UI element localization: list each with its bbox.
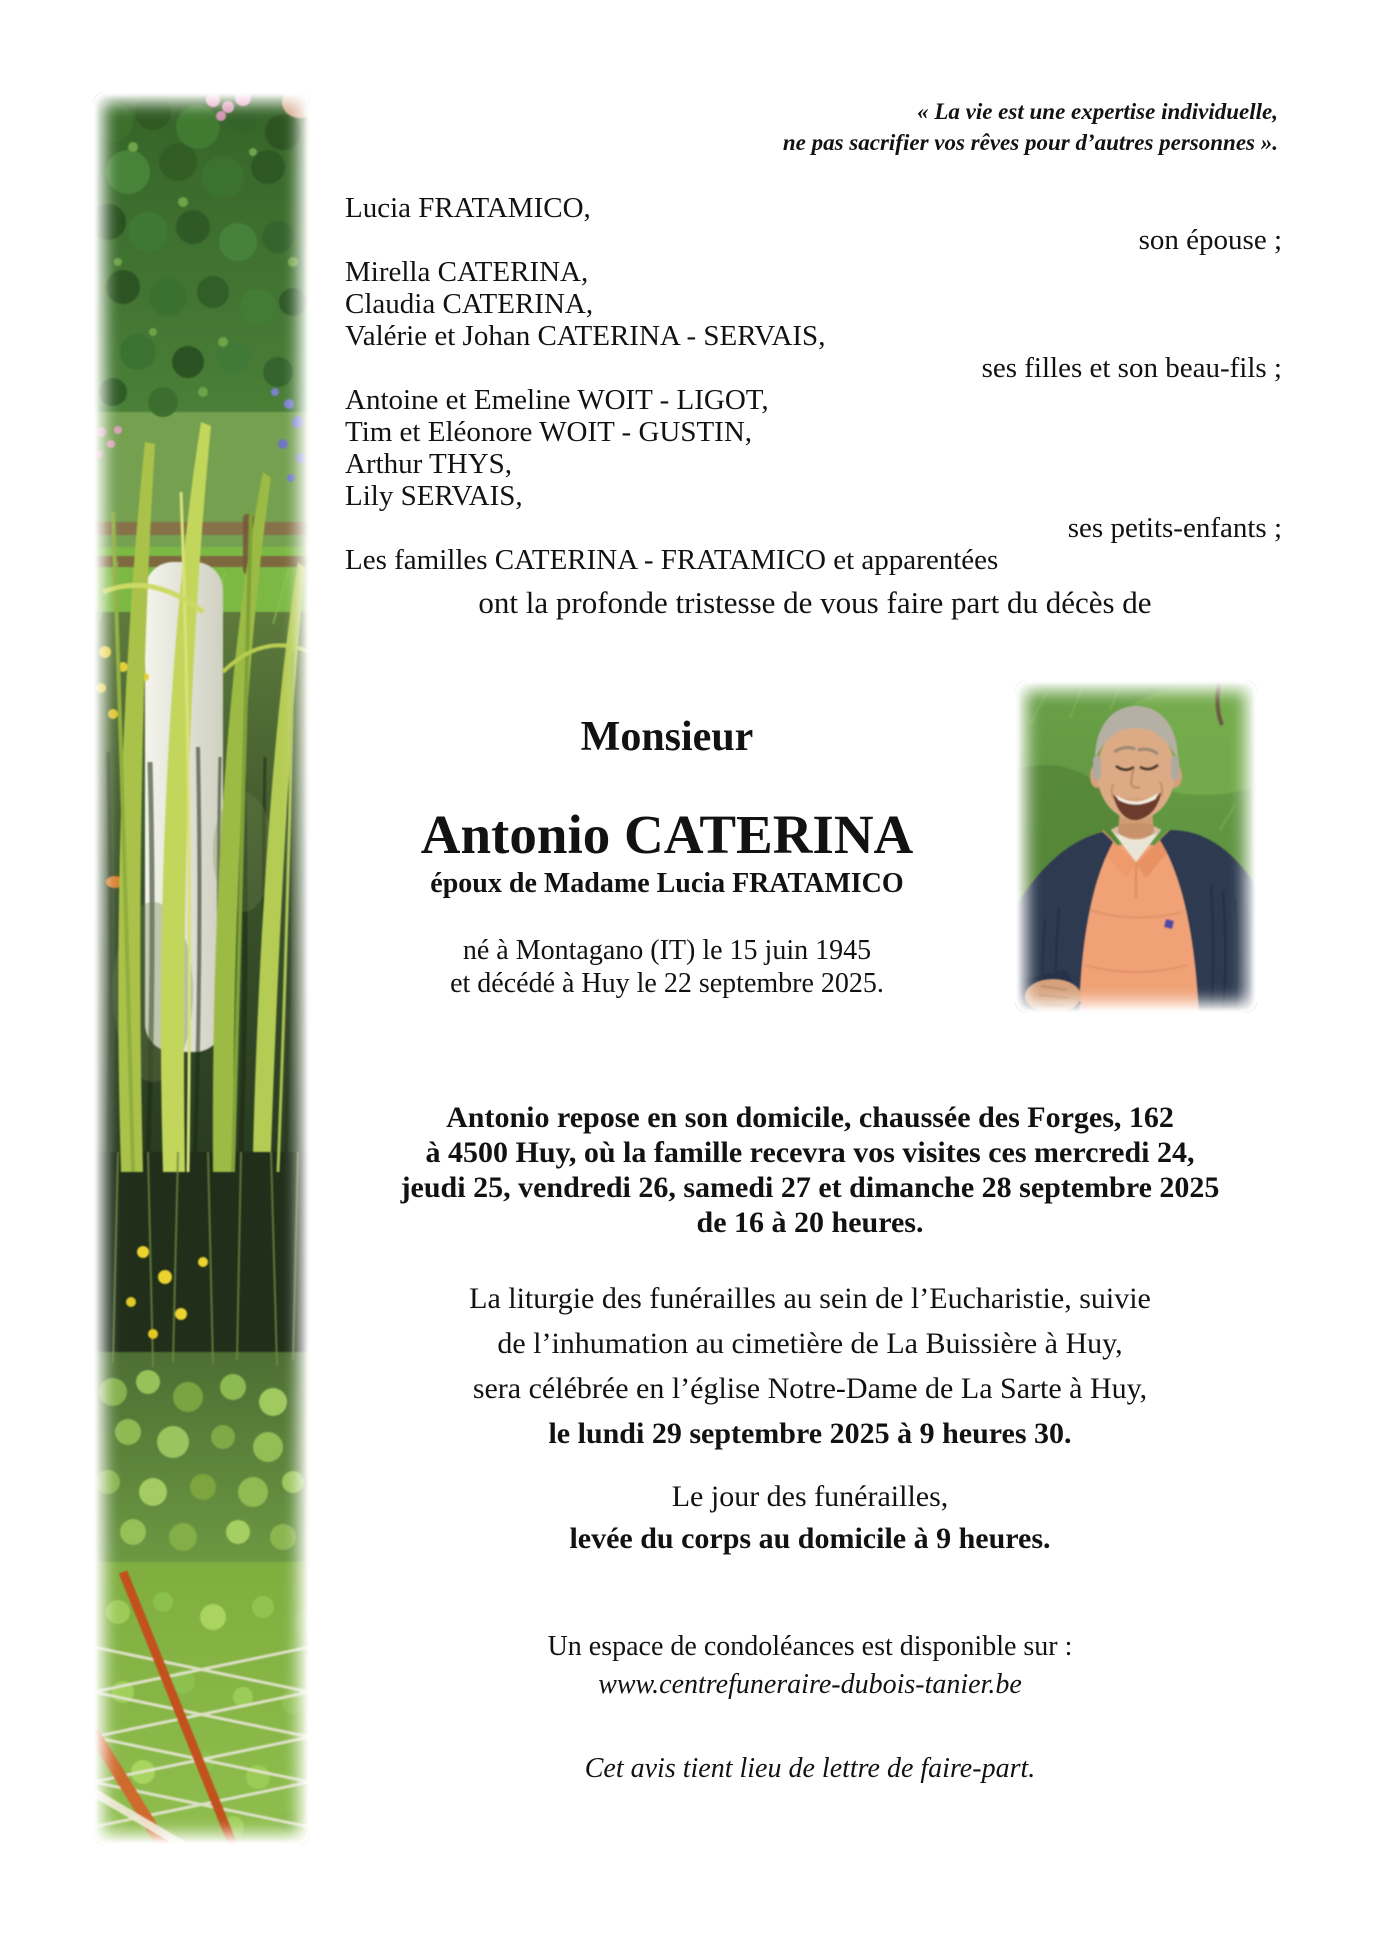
- spouse-name: Lucia FRATAMICO,: [345, 192, 591, 224]
- quote-line: ne pas sacrifier vos rêves pour d’autres personnes ».: [782, 130, 1278, 155]
- funeral-day-line: levée du corps au domicile à 9 heures.: [569, 1522, 1051, 1555]
- funeral-line: sera célébrée en l’église Notre-Dame de La Sarte à Huy,: [472, 1372, 1148, 1405]
- quote-line: « La vie est une expertise individuelle,: [917, 99, 1278, 124]
- child-name: Mirella CATERINA,: [345, 256, 589, 288]
- closing-line: Cet avis tient lieu de lettre de faire-part.: [584, 1753, 1036, 1784]
- visitation-paragraph: [320, 1100, 1300, 1240]
- announcement-line: ont la profonde tristesse de vous faire part du décès de: [478, 585, 1152, 620]
- quote: [783, 96, 1278, 158]
- grandchild-name: Antoine et Emeline WOIT - LIGOT,: [345, 384, 769, 416]
- funeral-day-paragraph: [320, 1476, 1300, 1560]
- families-line: Les familles CATERINA - FRATAMICO et apparentées: [345, 544, 999, 576]
- grandchild-name: Arthur THYS,: [345, 448, 513, 480]
- condolences-website-link[interactable]: www.centrefuneraire-dubois-tanier.be: [598, 1669, 1022, 1700]
- condolences-intro: Un espace de condoléances est disponible sur :: [547, 1631, 1073, 1662]
- grandchildren-role: ses petits-enfants ;: [1067, 512, 1282, 544]
- deceased-title: Monsieur: [580, 714, 754, 760]
- funeral-paragraph: [320, 1276, 1300, 1456]
- children-role: ses filles et son beau-fils ;: [981, 352, 1282, 384]
- child-name: Claudia CATERINA,: [345, 288, 594, 320]
- condolences-block: [320, 1628, 1300, 1704]
- funeral-line: de l’inhumation au cimetière de La Buissière à Huy,: [497, 1327, 1123, 1360]
- grandchild-name: Lily SERVAIS,: [345, 480, 523, 512]
- visitation-line: à 4500 Huy, où la famille recevra vos visites ces mercredi 24,: [425, 1136, 1195, 1169]
- funeral-date-line: le lundi 29 septembre 2025 à 9 heures 30.: [548, 1417, 1072, 1450]
- deceased-death: et décédé à Huy le 22 septembre 2025.: [450, 968, 884, 999]
- deceased-relation: époux de Madame Lucia FRATAMICO: [430, 868, 904, 899]
- child-name: Valérie et Johan CATERINA - SERVAIS,: [345, 320, 826, 352]
- visitation-line: jeudi 25, vendredi 26, samedi 27 et dimanche 28 septembre 2025: [400, 1171, 1220, 1204]
- deceased-block: [345, 713, 989, 1000]
- family-list: [345, 192, 1282, 576]
- funeral-day-line: Le jour des funérailles,: [671, 1480, 949, 1513]
- deceased-name: Antonio CATERINA: [420, 804, 914, 865]
- grandchild-name: Tim et Eléonore WOIT - GUSTIN,: [345, 416, 753, 448]
- portrait-photo: [1015, 680, 1257, 1013]
- deceased-birth: né à Montagano (IT) le 15 juin 1945: [462, 935, 872, 966]
- funeral-line: La liturgie des funérailles au sein de l’Eucharistie, suivie: [469, 1282, 1151, 1315]
- spouse-role: son épouse ;: [1138, 224, 1282, 256]
- visitation-line: Antonio repose en son domicile, chaussée des Forges, 162: [446, 1101, 1174, 1134]
- garden-pond-photo: [93, 92, 310, 1845]
- visitation-line: de 16 à 20 heures.: [696, 1206, 924, 1239]
